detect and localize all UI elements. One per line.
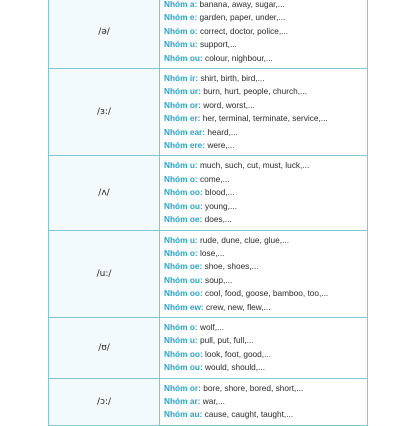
letter-group-label [164,201,203,211]
example-words: word, worst,... [203,99,255,110]
letter-group-label [164,127,205,137]
example-line [164,38,363,51]
example-line [164,173,363,186]
example-line [164,395,363,408]
letter-group-label [164,100,201,110]
example-words: does,... [204,214,232,225]
example-line [164,159,363,172]
example-line [164,361,363,374]
letter-group: u: [189,335,198,346]
letter-group-label [164,349,203,359]
letter-group-label [164,113,200,123]
example-line [164,25,363,38]
example-words: her, terminal, terminate, service,... [202,113,328,124]
examples-cell [160,0,368,69]
example-words: shoe, shoes,... [204,261,259,272]
example-words: crew, new, flew,... [205,301,271,312]
example-line [164,260,363,273]
group-prefix: Nhóm [164,126,188,137]
example-words: colour, nighbour,... [205,52,273,63]
letter-group-label [164,53,203,63]
example-line [164,348,363,361]
letter-group: or: [189,99,201,110]
example-line [164,334,363,347]
group-prefix: Nhóm [164,0,188,9]
letter-group-label [164,248,198,258]
letter-group-label [164,0,197,9]
example-words: war,... [202,395,225,406]
group-prefix: Nhóm [164,234,188,245]
letter-group: ou: [189,274,203,285]
letter-group-label [164,187,203,197]
example-words: young,... [205,200,237,211]
example-words: come,... [199,173,230,184]
example-words: support,... [199,39,237,50]
example-words: were,... [207,140,235,151]
example-words: blood,... [205,187,235,198]
letter-group-label [164,160,198,170]
example-line [164,99,363,112]
letter-group: er: [189,113,201,124]
letter-group: ou: [189,362,203,373]
example-line [164,85,363,98]
letter-group-label [164,322,198,332]
letter-group: ur: [189,86,201,97]
letter-group: oo: [189,288,203,299]
example-words: cool, food, goose, bamboo, too,... [205,288,329,299]
letter-group: u: [189,160,198,171]
group-prefix: Nhóm [164,274,188,285]
example-words: correct, doctor, police,... [199,25,289,36]
example-line [164,234,363,247]
letter-group-label [164,409,202,419]
letter-group: ou: [189,200,203,211]
group-prefix: Nhóm [164,25,188,36]
group-prefix: Nhóm [164,160,188,171]
group-prefix: Nhóm [164,335,188,346]
example-line [164,126,363,139]
example-line [164,139,363,152]
example-line [164,112,363,125]
phonetic-symbol: /ɜ:/ [49,69,160,156]
example-line [164,52,363,65]
letter-group-label [164,73,198,83]
example-line [164,321,363,334]
letter-group-label [164,383,201,393]
example-words: banana, away, sugar,... [199,0,285,9]
phonetic-symbol: /ɔ:/ [49,378,160,425]
phonetic-symbol: /ə/ [49,0,160,69]
example-words: garden, paper, under,... [199,12,286,23]
example-line [164,287,363,300]
letter-group: oo: [189,348,203,359]
letter-group-label [164,140,205,150]
group-prefix: Nhóm [164,140,188,151]
letter-group-label [164,288,203,298]
letter-group: oe: [189,261,203,272]
sound-row [49,156,368,230]
sound-row [49,0,368,69]
examples-cell [160,69,368,156]
phonetics-table-container [48,0,368,426]
letter-group: au: [189,409,203,420]
letter-group-label [164,396,200,406]
example-words: look, foot, good,... [205,348,272,359]
examples-cell [160,378,368,425]
examples-cell [160,156,368,230]
letter-group-label [164,26,198,36]
letter-group: u: [189,39,198,50]
group-prefix: Nhóm [164,86,188,97]
letter-group: e: [189,12,198,23]
group-prefix: Nhóm [164,382,188,393]
example-line [164,301,363,314]
example-words: rude, dune, clue, glue,... [199,234,290,245]
letter-group-label [164,302,204,312]
example-line [164,0,363,11]
letter-group-label [164,12,197,22]
letter-group: u: [189,234,198,245]
letter-group: ew: [189,301,204,312]
letter-group: oo: [189,187,203,198]
example-words: lose,... [199,247,225,258]
group-prefix: Nhóm [164,288,188,299]
sound-row [49,317,368,378]
letter-group-label [164,174,198,184]
letter-group: o: [189,25,198,36]
group-prefix: Nhóm [164,214,188,225]
example-words: pull, put, full,... [199,335,254,346]
letter-group: or: [189,382,201,393]
group-prefix: Nhóm [164,52,188,63]
letter-group: ir: [189,73,199,84]
example-line [164,408,363,421]
group-prefix: Nhóm [164,348,188,359]
group-prefix: Nhóm [164,409,188,420]
sound-row [49,230,368,317]
group-prefix: Nhóm [164,261,188,272]
example-words: soup,... [205,274,233,285]
group-prefix: Nhóm [164,39,188,50]
letter-group: ou: [189,52,203,63]
example-line [164,186,363,199]
letter-group-label [164,235,198,245]
example-line [164,11,363,24]
letter-group: o: [189,321,198,332]
letter-group-label [164,39,198,49]
examples-cell [160,317,368,378]
letter-group-label [164,335,198,345]
example-line [164,72,363,85]
group-prefix: Nhóm [164,113,188,124]
example-words: shirt, birth, bird,... [200,73,265,84]
group-prefix: Nhóm [164,200,188,211]
example-words: bore, shore, bored, short,... [203,382,304,393]
example-words: would, should,... [205,362,266,373]
group-prefix: Nhóm [164,301,188,312]
group-prefix: Nhóm [164,362,188,373]
group-prefix: Nhóm [164,321,188,332]
phonetic-symbol: /ʌ/ [49,156,160,230]
group-prefix: Nhóm [164,173,188,184]
letter-group-label [164,214,202,224]
phonetic-symbol: /u:/ [49,230,160,317]
phonetic-symbol: /ʊ/ [49,317,160,378]
example-words: burn, hurt, people, church,... [203,86,307,97]
example-words: heard,... [207,126,238,137]
letter-group: o: [189,173,198,184]
sound-row [49,378,368,425]
letter-group: oe: [189,214,203,225]
example-words: much, such, cut, must, luck,... [199,160,310,171]
phonetics-table-body [49,0,368,425]
group-prefix: Nhóm [164,73,188,84]
group-prefix: Nhóm [164,187,188,198]
letter-group-label [164,86,201,96]
group-prefix: Nhóm [164,12,188,23]
letter-group: o: [189,247,198,258]
example-line [164,382,363,395]
example-words: cause, caught, taught,... [204,409,294,420]
example-line [164,200,363,213]
letter-group-label [164,362,203,372]
examples-cell [160,230,368,317]
group-prefix: Nhóm [164,247,188,258]
letter-group-label [164,275,203,285]
letter-group-label [164,261,202,271]
group-prefix: Nhóm [164,395,188,406]
letter-group: ar: [189,395,201,406]
letter-group: ere: [189,140,206,151]
sound-row [49,69,368,156]
example-words: wolf,... [199,321,224,332]
group-prefix: Nhóm [164,99,188,110]
phonetics-table [48,0,368,426]
example-line [164,274,363,287]
letter-group: a: [189,0,198,9]
letter-group: ear: [189,126,206,137]
example-line [164,247,363,260]
example-line [164,213,363,226]
